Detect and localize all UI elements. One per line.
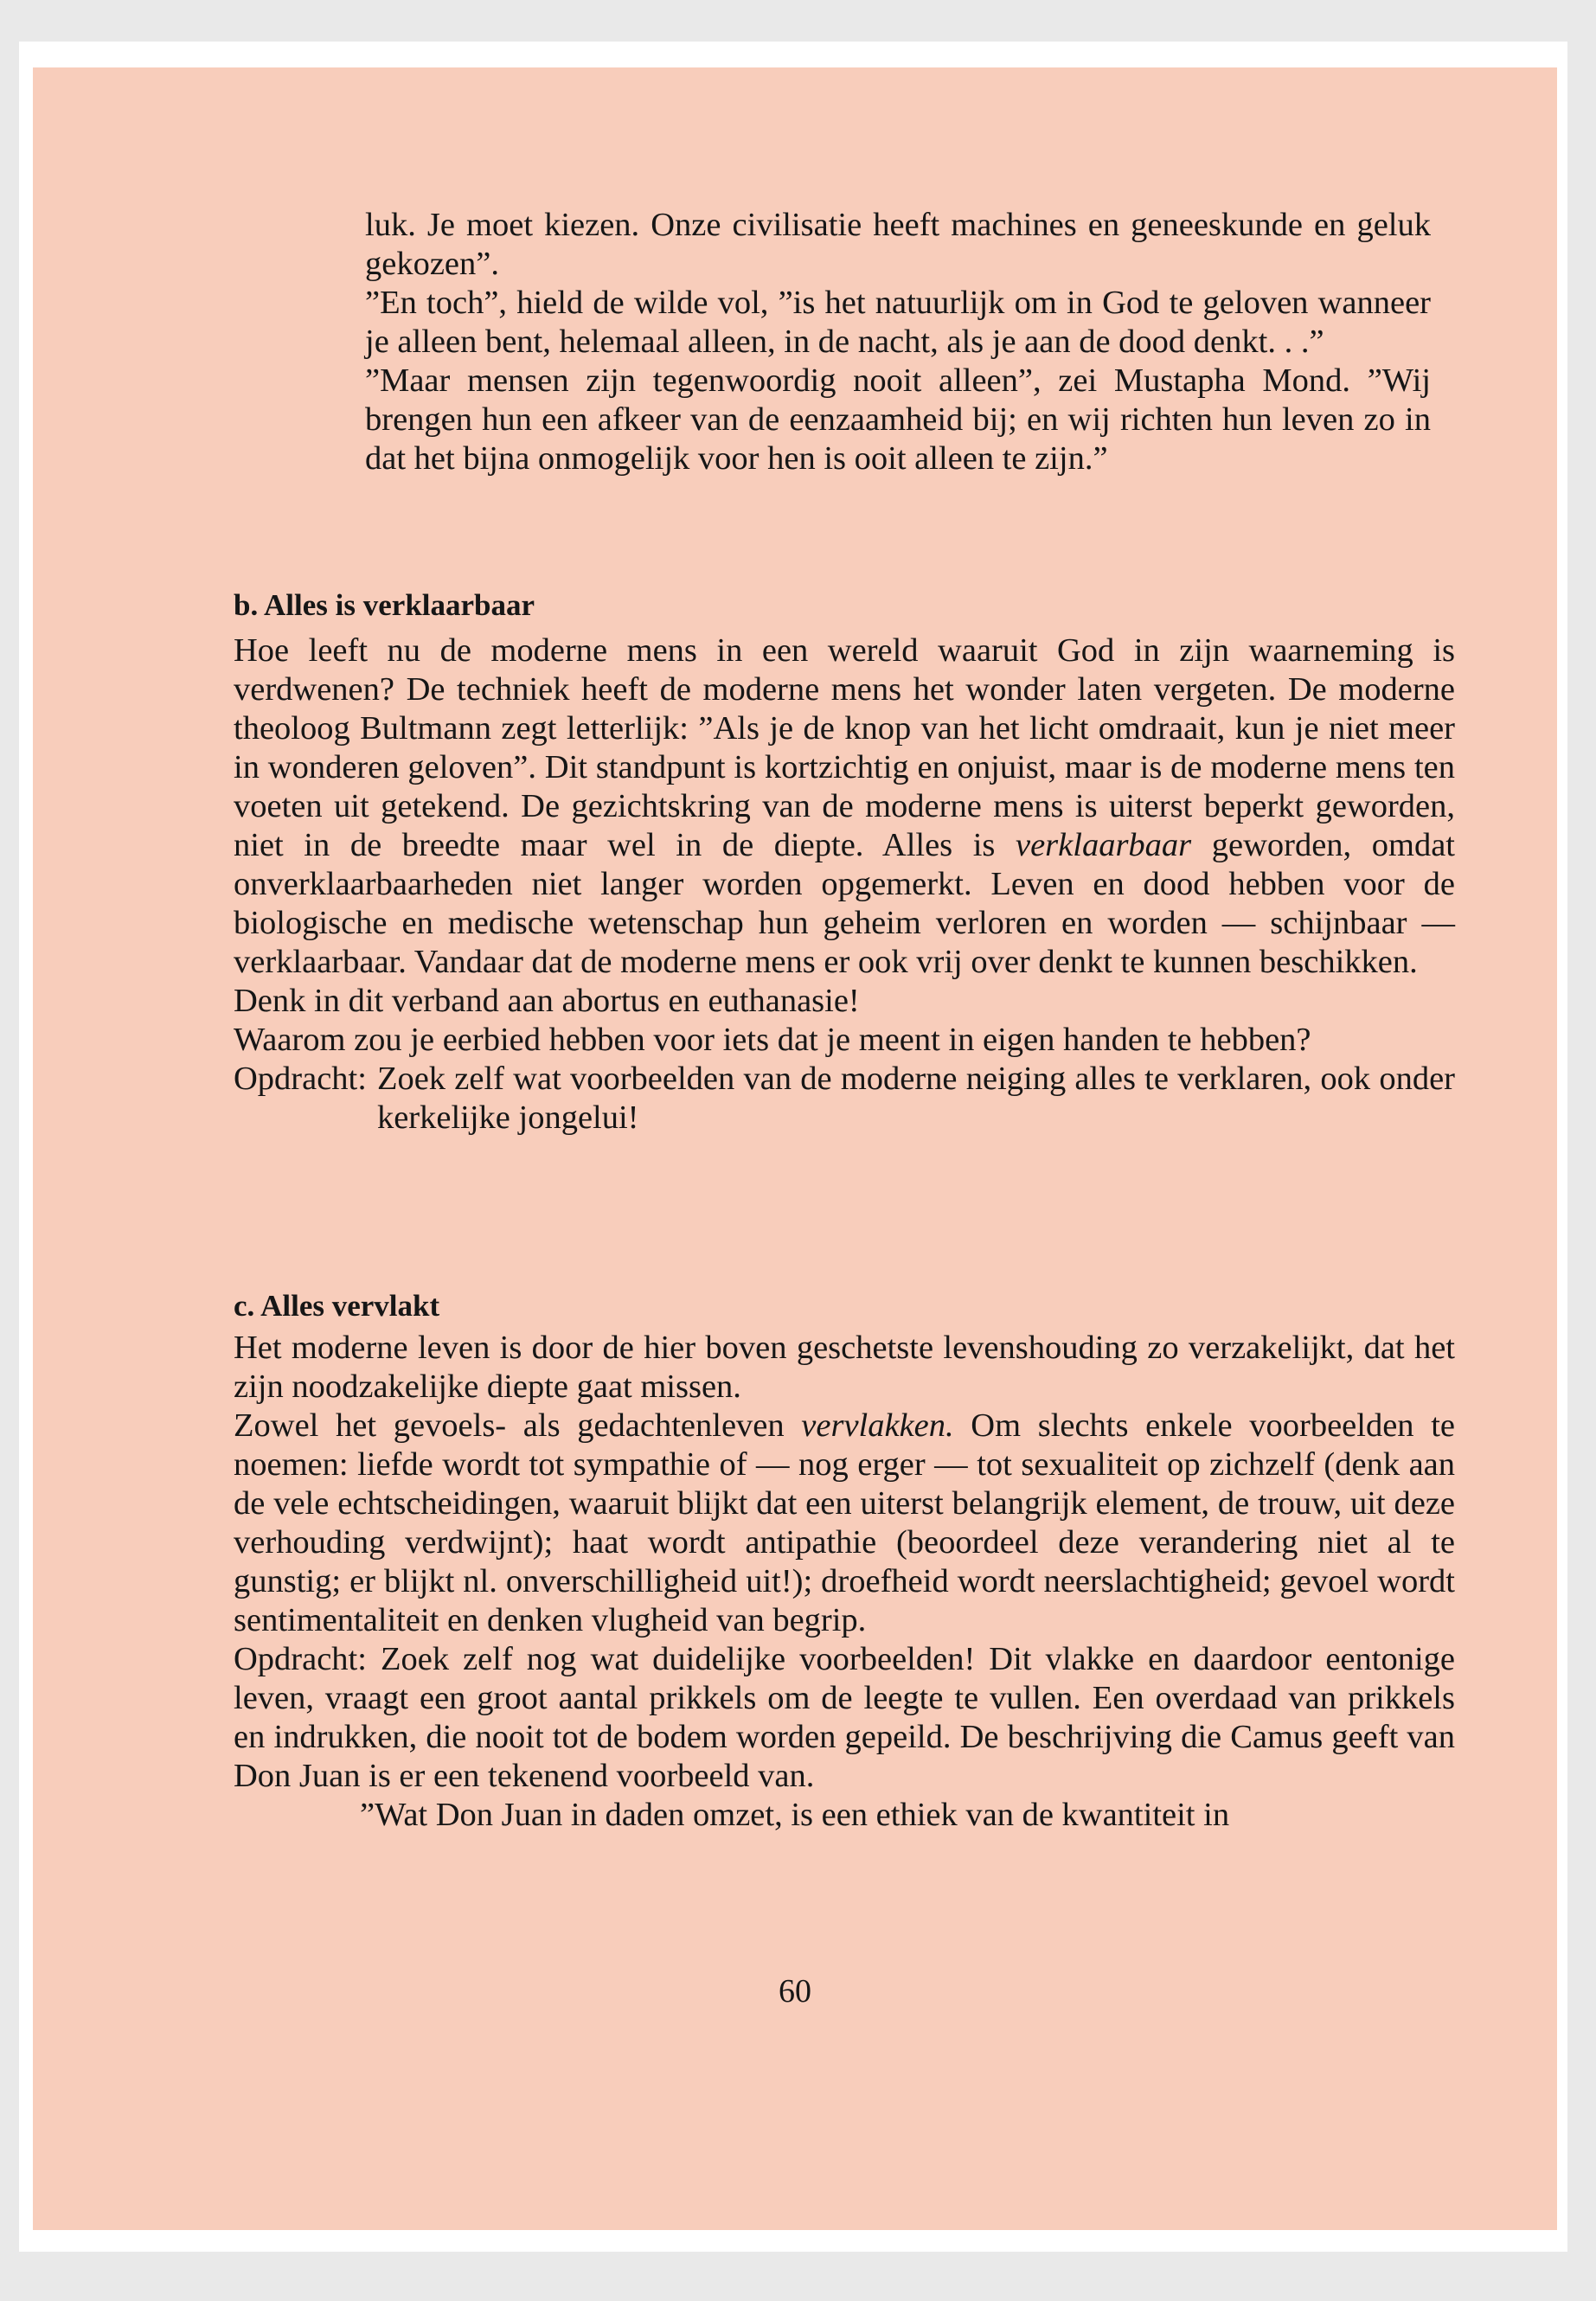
section-b-body [234, 631, 1455, 1138]
quote-paragraph: luk. Je moet kiezen. Onze civilisatie heeft machines en geneeskunde en geluk gekozen”. [365, 207, 1431, 282]
quote-paragraph: ”En toch”, hield de wilde vol, ”is het natuurlijk om in God te geloven wanneer je alleen bent, helemaal alleen, in de nacht, als je aan de dood denkt. . .” [365, 285, 1431, 360]
assignment-label: Opdracht: [234, 1061, 367, 1097]
section-b-paragraph-1: Hoe leeft nu de moderne mens in een wereld waaruit God in zijn waarneming is verdwenen? De techniek heeft de moderne mens het wonder laten vergeten. De moderne theoloog Bultmann zegt letterlijk: ”Als je de knop van het licht omdraait, kun je niet meer in wonderen geloven”. Dit standpunt is kortzichtig en onjuist, maar is de moderne mens ten voeten uit getekend. De gezichtskring van de moderne mens is uiterst beperkt geworden, niet in de breedte maar wel in de diepte. Alles is verklaarbaar geworden, omdat onverklaarbaarheden niet langer worden opgemerkt. Leven en dood hebben voor de biologische en medische wetenschap hun geheim verloren en worden — schijnbaar — verklaarbaar. Vandaar dat de moderne mens er ook vrij over denkt te kunnen beschikken. [234, 632, 1455, 980]
dialogue-quote [365, 206, 1431, 478]
emphasis-vervlakken: vervlakken. [801, 1407, 954, 1444]
emphasis-verklaarbaar: verklaarbaar [1016, 827, 1192, 863]
section-c-paragraph-2: Zowel het gevoels- als gedachtenleven vervlakken. Om slechts enkele voorbeelden te noemen: liefde wordt tot sympathie of — nog erger — tot sexualiteit op zichzelf (denk aan de vele echtscheidingen, waaruit blijkt dat een uiterst belangrijk element, de trouw, uit deze verhouding verdwijnt); haat wordt antipathie (beoordeel deze verandering niet al te gunstig; er blijkt nl. onverschilligheid uit!); droefheid wordt neerslachtigheid; gevoel wordt sentimentaliteit en denken vlugheid van begrip. [234, 1407, 1455, 1638]
page-number: 60 [779, 1973, 811, 2009]
quote-paragraph: ”Maar mensen zijn tegenwoordig nooit alleen”, zei Mustapha Mond. ”Wij brengen hun een afkeer van de eenzaamheid bij; en wij richten hun leven zo in dat het bijna onmogelijk voor hen is ooit alleen te zijn.” [365, 362, 1431, 477]
section-b-paragraph-2: Denk in dit verband aan abortus en euthanasie! [234, 983, 860, 1019]
section-c-body [234, 1329, 1455, 1835]
section-c-heading: c. Alles vervlakt [234, 1289, 440, 1323]
section-b-paragraph-3: Waarom zou je eerbied hebben voor iets dat je meent in eigen handen te hebben? [234, 1022, 1311, 1058]
section-c-paragraph-1: Het moderne leven is door de hier boven geschetste levenshouding zo verzakelijkt, dat het zijn noodzakelijke diepte gaat missen. [234, 1330, 1455, 1405]
assignment-text: Zoek zelf wat voorbeelden van de moderne neiging alles te verklaren, ook onder kerkelijke jongelui! [376, 1061, 1455, 1136]
section-b-assignment [234, 1060, 1455, 1138]
section-c-paragraph-3: Opdracht: Zoek zelf nog wat duidelijke voorbeelden! Dit vlakke en daardoor eentonige leven, vraagt een groot aantal prikkels om de leegte te vullen. Een overdaad van prikkels en indrukken, die nooit tot de bodem worden gepeild. De beschrijving die Camus geeft van Don Juan is er een tekenend voorbeeld van. [234, 1641, 1455, 1794]
section-b-heading: b. Alles is verklaarbaar [234, 588, 535, 622]
book-page [33, 67, 1557, 2230]
section-c-quote-start: ”Wat Don Juan in daden omzet, is een ethiek van de kwantiteit in [360, 1797, 1230, 1833]
